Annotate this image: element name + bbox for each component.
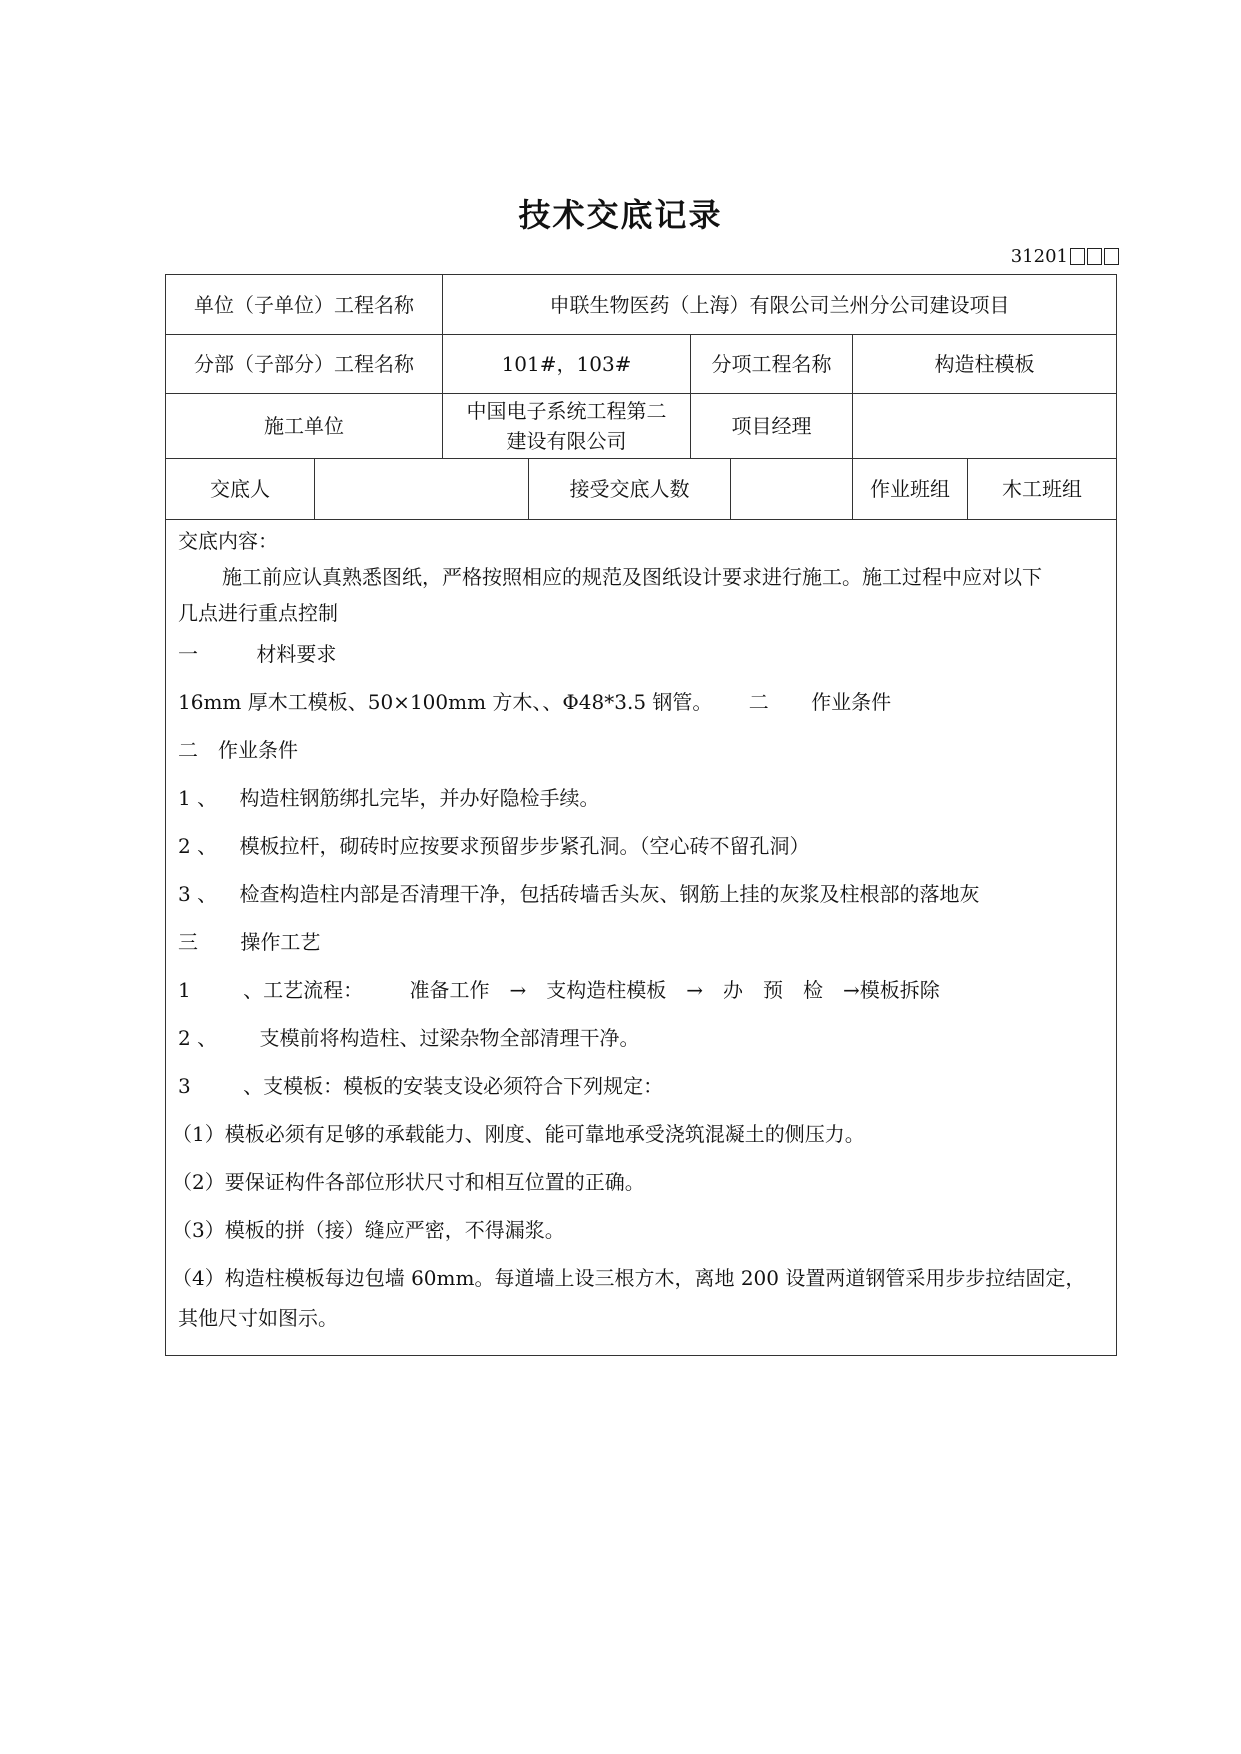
section-1-heading	[178, 638, 1106, 667]
process-1	[178, 974, 1106, 1003]
condition-1	[178, 782, 1106, 811]
project-name-label: 单位（子单位）工程名称	[194, 292, 414, 317]
materials-line	[178, 686, 1106, 715]
disclosure-table	[165, 274, 1117, 1356]
condition-3-text: 检查构造柱内部是否清理干净，包括砖墙舌头灰、钢筋上挂的灰浆及柱根部的落地灰	[239, 882, 980, 906]
rule-2: （2）要保证构件各部位形状尺寸和相互位置的正确。	[172, 1170, 645, 1194]
table-row-division	[166, 335, 1116, 394]
condition-3-number: 3 、	[178, 882, 218, 906]
condition-3	[178, 878, 1106, 907]
division-name-value: 101#，103#	[442, 335, 690, 393]
division-name-label: 分部（子部分）工程名称	[194, 352, 414, 376]
table-row-project	[166, 275, 1116, 335]
project-manager-label: 项目经理	[690, 394, 852, 458]
process-1-label: 、工艺流程：	[243, 978, 364, 1002]
number-box	[1104, 248, 1119, 265]
condition-2-number: 2 、	[178, 834, 218, 858]
process-flow: 准备工作 → 支构造柱模板 → 办 预 检 →模板拆除	[409, 978, 940, 1002]
rule-4-line-1: （4）构造柱模板每边包墙 60mm。每道墙上设三根方木，离地 200 设置两道钢管采用步步拉结固定，	[172, 1266, 1086, 1290]
condition-2	[178, 830, 1106, 859]
rule-4-line-2: 其他尺寸如图示。	[178, 1306, 338, 1330]
condition-2-text: 模板拉杆，砌砖时应按要求预留步步紧孔洞。（空心砖不留孔洞）	[239, 834, 810, 858]
intro-line-2: 几点进行重点控制	[178, 601, 338, 625]
discloser-label: 交底人	[210, 477, 270, 501]
process-1-number: 1	[178, 978, 191, 1002]
process-3-number: 3	[178, 1074, 191, 1098]
section-2-heading: 二 作业条件	[178, 738, 298, 762]
process-2	[178, 1022, 1106, 1051]
document-number	[1011, 246, 1119, 267]
content-heading: 交底内容：	[178, 529, 278, 553]
section-3-number: 三	[178, 930, 198, 954]
intro-line-1: 施工前应认真熟悉图纸，严格按照相应的规范及图纸设计要求进行施工。施工过程中应对以下	[222, 565, 1042, 589]
condition-1-number: 1 、	[178, 786, 218, 810]
number-box	[1070, 248, 1085, 265]
disclosure-content	[166, 520, 1116, 1355]
number-box	[1087, 248, 1102, 265]
materials-tail: 作业条件	[811, 690, 892, 714]
process-3	[178, 1070, 1106, 1099]
materials-number: 二	[748, 690, 769, 714]
work-team-value: 木工班组	[967, 459, 1116, 519]
subitem-name-label: 分项工程名称	[690, 335, 852, 393]
rule-3: （3）模板的拼（接）缝应严密，不得漏浆。	[172, 1218, 565, 1242]
section-3-title: 操作工艺	[240, 930, 321, 954]
materials-text: 16mm 厚木工模板、50×100mm 方木、、Φ48*3.5 钢管。	[178, 690, 713, 714]
work-team-label: 作业班组	[852, 459, 967, 519]
process-3-text: 、支模板：模板的安装支设必须符合下列规定：	[243, 1074, 664, 1098]
rule-1: （1）模板必须有足够的承载能力、刚度、能可靠地承受浇筑混凝土的侧压力。	[172, 1122, 865, 1146]
contractor-label: 施工单位	[264, 414, 344, 438]
contractor-value	[442, 394, 690, 458]
document-title: 技术交底记录	[518, 196, 723, 234]
recipient-count-label: 接受交底人数	[528, 459, 730, 519]
section-3-heading	[178, 926, 1106, 955]
project-name-value: 申联生物医药（上海）有限公司兰州分公司建设项目	[442, 275, 1116, 334]
section-1-title: 材料要求	[256, 642, 337, 666]
contractor-value-line1: 中国电子系统工程第二	[466, 399, 667, 423]
process-2-text: 支模前将构造柱、过梁杂物全部清理干净。	[259, 1026, 640, 1050]
recipient-count-value	[730, 459, 852, 519]
table-row-disclosure	[166, 459, 1116, 520]
table-row-contractor	[166, 394, 1116, 459]
condition-1-text: 构造柱钢筋绑扎完毕，并办好隐检手续。	[239, 786, 600, 810]
project-manager-value	[852, 394, 1116, 458]
process-2-number: 2 、	[178, 1026, 218, 1050]
discloser-value	[314, 459, 528, 519]
document-number-prefix: 31201	[1010, 246, 1068, 267]
subitem-name-value: 构造柱模板	[852, 335, 1116, 393]
contractor-value-line2: 建设有限公司	[506, 429, 627, 453]
section-1-number: 一	[178, 642, 198, 666]
